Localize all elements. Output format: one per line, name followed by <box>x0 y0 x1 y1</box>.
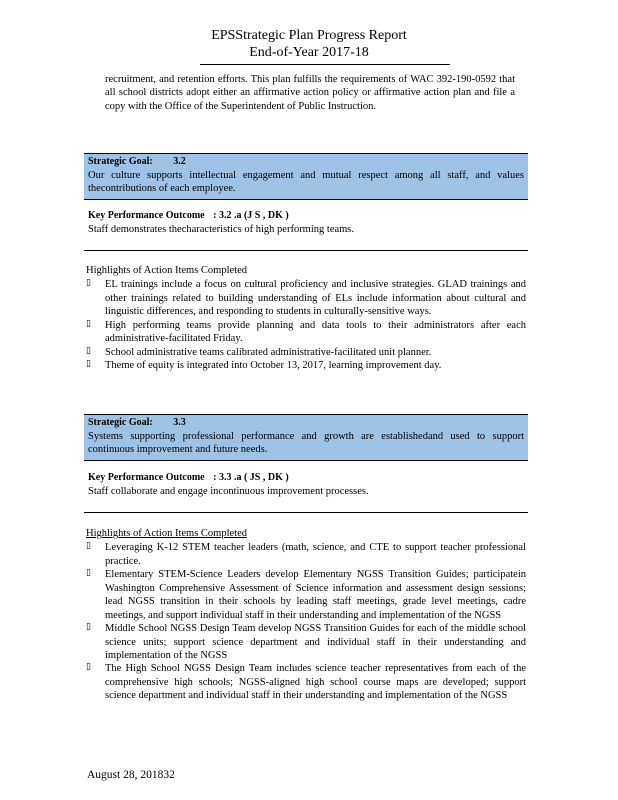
highlights-list <box>86 278 526 372</box>
highlights-list <box>86 541 526 702</box>
report-title: EPSStrategic Plan Progress Report <box>211 28 407 43</box>
highlights-title: Highlights of Action Items Completed <box>86 265 247 276</box>
bullet-icon: ▯ <box>86 345 91 356</box>
kpo-label: Key Performance Outcome <box>88 472 205 483</box>
intro-paragraph: recruitment, and retention efforts. This plan fulfills the requirements of WAC 392-190-0592 that all school districts adopt either an affirmative action policy or affirmative action plan and file a copy with the Office of the Superintendent of Public Instruction. <box>105 74 515 112</box>
kpo-text: Staff collaborate and engage incontinuous improvement processes. <box>88 485 369 497</box>
strategic-goal-text: Our culture supports intellectual engagement and mutual respect among all staff, and values thecontributions of each employee. <box>88 169 524 195</box>
strategic-goal-box <box>84 153 528 200</box>
key-performance-outcome <box>84 470 528 513</box>
kpo-code: : 3.2 .a (J S , DK ) <box>213 210 289 221</box>
bullet-icon: ▯ <box>86 541 91 552</box>
list-item: ▯ High performing teams provide planning and data tools to their administrators after each administrative-facilitated Friday. <box>86 318 526 345</box>
kpo-text: Staff demonstrates thecharacteristics of high performing teams. <box>88 223 355 235</box>
bullet-icon: ▯ <box>86 568 91 579</box>
highlights-title: Highlights of Action Items Completed <box>86 528 247 539</box>
kpo-label: Key Performance Outcome <box>88 210 205 221</box>
report-subtitle: End-of-Year 2017-18 <box>249 45 369 60</box>
bullet-icon: ▯ <box>86 359 91 370</box>
list-item: ▯ Elementary STEM-Science Leaders develop Elementary NGSS Transition Guides; participatein Washington Comprehensive Assessment of Science information and assessment design sessions; lead NGSS transition in their schools by leading staff meetings, grade level meetings, cadre meetings, and support individual staff in their understanding and implementation of the NGSS <box>86 568 526 621</box>
strategic-goal-box <box>84 414 528 461</box>
strategic-goal-label: Strategic Goal: <box>88 156 153 167</box>
list-item: ▯ EL trainings include a focus on cultural proficiency and inclusive strategies. GLAD trainings and other trainings related to building understanding of ELs include information about cultural and linguistic differences, and responding to students in culturally-sensitive ways. <box>86 278 526 318</box>
header-divider <box>200 64 450 65</box>
strategic-goal-heading <box>88 417 524 430</box>
bullet-icon: ▯ <box>86 662 91 673</box>
highlights-section <box>86 527 526 703</box>
strategic-goal-text: Systems supporting professional performance and growth are establishedand used to support continuous improvement and future needs. <box>88 430 524 456</box>
bullet-icon: ▯ <box>86 622 91 633</box>
kpo-heading <box>88 210 524 223</box>
key-performance-outcome <box>84 208 528 251</box>
strategic-goal-number: 3.2 <box>173 156 186 167</box>
list-item: ▯ School administrative teams calibrated administrative-facilitated unit planner. <box>86 345 432 358</box>
page-footer: August 28, 201832 <box>87 769 175 781</box>
bullet-icon: ▯ <box>86 318 91 329</box>
bullet-icon: ▯ <box>86 278 91 289</box>
kpo-code: : 3.3 .a ( JS , DK ) <box>213 472 289 483</box>
strategic-goal-heading <box>88 156 524 169</box>
list-item: ▯ Theme of equity is integrated into October 13, 2017, learning improvement day. <box>86 359 442 372</box>
highlights-section <box>86 264 526 373</box>
strategic-goal-number: 3.3 <box>173 417 186 428</box>
kpo-heading <box>88 472 524 485</box>
strategic-goal-label: Strategic Goal: <box>88 417 153 428</box>
report-header <box>0 27 618 61</box>
list-item: ▯ The High School NGSS Design Team includes science teacher representatives from each of the comprehensive high schools; NGSS-aligned high school course maps are developed; support science department and individual staff in their understanding and implementation of the NGSS <box>86 662 526 702</box>
list-item: ▯ Middle School NGSS Design Team develop NGSS Transition Guides for each of the middle school science units; support science department and individual staff in their understanding and implementation of the NGSS <box>86 622 526 661</box>
list-item: ▯ Leveraging K-12 STEM teacher leaders (math, science, and CTE to support teacher professional practice. <box>86 541 526 567</box>
